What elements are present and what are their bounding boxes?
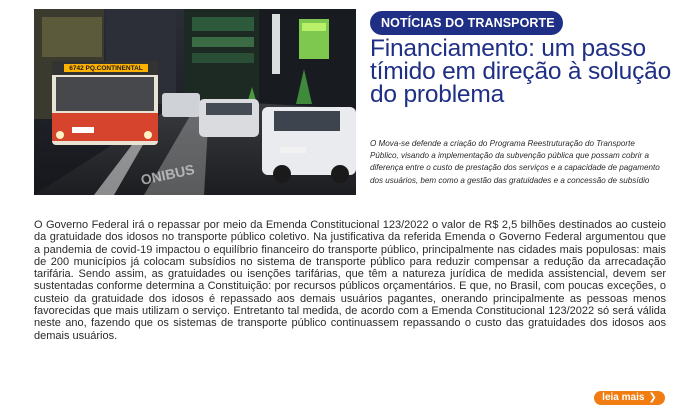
article-headline: Financiamento: um passo tímido em direção à solução do problema xyxy=(370,35,672,108)
article-body: O Governo Federal irá o repassar por meio da Emenda Constitucional 123/2022 o valor de R$ 2,5 bilhões destinados ao custeio da gratuidade dos idosos no transporte público coletivo. Na justificativa da referida Emenda o Governo Federal argumentou que a pandemia de covid-19 impactou o equilíbrio financeiro do transporte público, principalmente nas cidades mais populosas: mais de 200 municípios já colocam subsídios no sistema de transporte público para reduzir compensar a redução da arrecadação tarifária. Sendo assim, as gratuidades ou isenções tarifárias, que têm a natureza jurídica de medida assistencial, devem ser sustentadas conforme determina a Constituição: por recursos públicos orçamentários. E que, no Brasil, com poucas exceções, o custeio da gratuidade dos idosos é repassado aos demais usuários pagantes, onerando principalmente as pessoas menos favorecidas que mais utilizam o serviço. Entretanto tal medida, de acordo com a Emenda Constitucional 123/2022 só será válida neste ano, fazendo que os sistemas de transporte público continuassem repassando o custo das gratuidades dos idosos aos demais usuários. xyxy=(34,219,666,342)
chevron-right-icon: ❯ xyxy=(648,392,657,403)
article-lead: O Mova-se defende a criação do Programa Reestruturação do Transporte Público, visando a implementação da subvenção pública que possam cobrir a diferença entre o custo de prestação dos serviços e a capacidade de pagamento dos usuários, bem como a gestão das gratuidades e a concessão de subsídio xyxy=(370,139,660,185)
svg-text:ONIBUS: ONIBUS xyxy=(139,160,196,188)
bus-destination-sign: 6742 PQ.CONTINENTAL xyxy=(69,65,143,72)
read-more-label: leia mais xyxy=(602,392,645,403)
section-badge: NOTÍCIAS DO TRANSPORTE xyxy=(370,11,563,35)
news-photo xyxy=(34,9,356,195)
read-more-button[interactable] xyxy=(594,391,665,405)
street-scene-illustration xyxy=(34,9,356,195)
